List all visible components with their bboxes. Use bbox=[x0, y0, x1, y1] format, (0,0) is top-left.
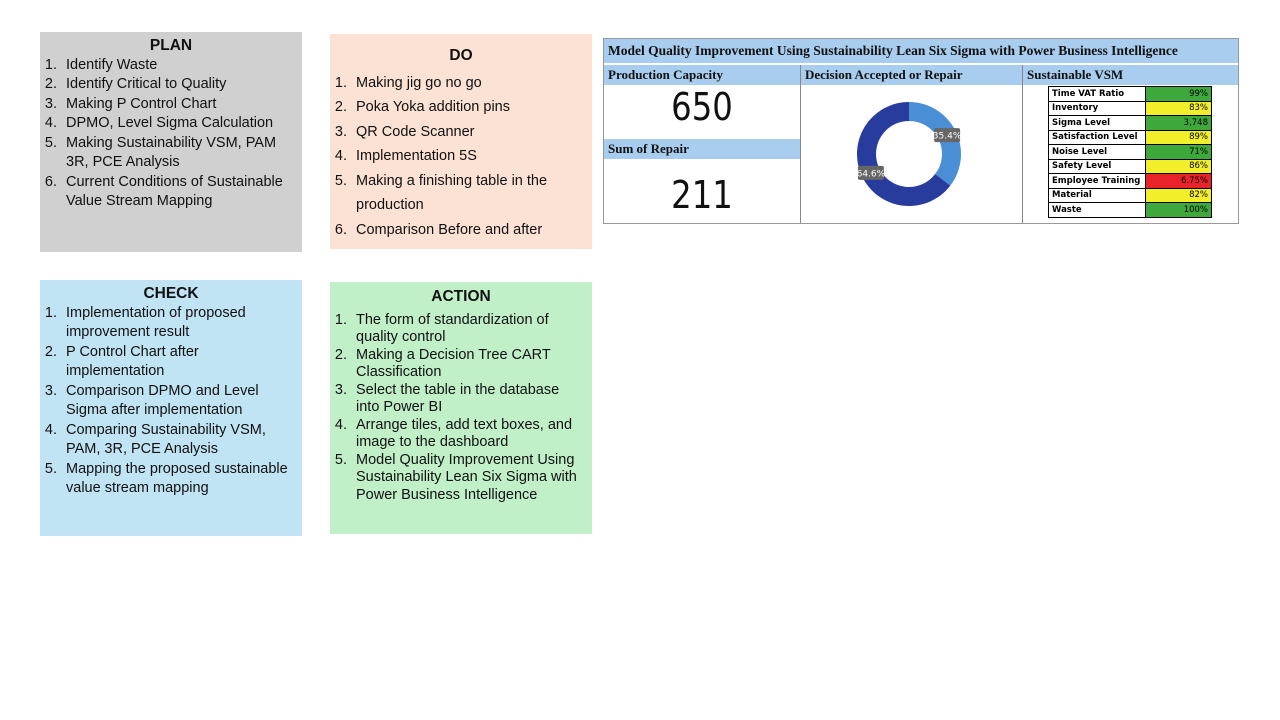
vsm-row bbox=[1049, 145, 1212, 160]
vsm-table bbox=[1048, 86, 1212, 218]
svg-text:64.6%: 64.6% bbox=[856, 169, 886, 180]
vsm-metric-value: 86% bbox=[1146, 159, 1212, 174]
action-item: 3. Select the table in the database into Power BI bbox=[351, 382, 586, 417]
check-item: 3. Comparison DPMO and Level Sigma after implementation bbox=[61, 382, 296, 421]
do-item: 3. QR Code Scanner bbox=[351, 120, 586, 145]
do-box bbox=[330, 34, 592, 249]
do-title: DO bbox=[449, 47, 473, 64]
plan-item: 3. Making P Control Chart bbox=[61, 95, 296, 115]
vsm-metric-value: 71% bbox=[1146, 145, 1212, 160]
production-capacity-label: Production Capacity bbox=[604, 65, 800, 85]
vsm-row bbox=[1049, 101, 1212, 116]
vsm-metric-value: 89% bbox=[1146, 130, 1212, 145]
vsm-row bbox=[1049, 116, 1212, 131]
action-item: 4. Arrange tiles, add text boxes, and image to the dashboard bbox=[351, 417, 586, 452]
dashboard bbox=[603, 38, 1239, 224]
decision-label: Decision Accepted or Repair bbox=[801, 65, 1022, 85]
do-item: 1. Making jig go no go bbox=[351, 71, 586, 96]
vsm-metric-value: 83% bbox=[1146, 101, 1212, 116]
do-item: 6. Comparison Before and after bbox=[351, 218, 586, 243]
plan-item: 5. Making Sustainability VSM, PAM 3R, PCE Analysis bbox=[61, 134, 296, 173]
vsm-metric-name: Time VAT Ratio bbox=[1049, 87, 1146, 102]
vsm-row bbox=[1049, 188, 1212, 203]
vsm-row bbox=[1049, 174, 1212, 189]
vsm-row bbox=[1049, 159, 1212, 174]
plan-box bbox=[40, 32, 302, 252]
check-box bbox=[40, 280, 302, 536]
check-item: 1. Implementation of proposed improvement result bbox=[61, 304, 296, 343]
vsm-metric-value: 3,748 bbox=[1146, 116, 1212, 131]
vsm-metric-value: 100% bbox=[1146, 203, 1212, 218]
vsm-metric-name: Material bbox=[1049, 188, 1146, 203]
do-item: 4. Implementation 5S bbox=[351, 144, 586, 169]
vsm-metric-value: 99% bbox=[1146, 87, 1212, 102]
action-item: 2. Making a Decision Tree CART Classification bbox=[351, 347, 586, 382]
check-item: 4. Comparing Sustainability VSM, PAM, 3R, PCE Analysis bbox=[61, 421, 296, 460]
donut-slice bbox=[909, 102, 961, 186]
action-item: 1. The form of standardization of quality control bbox=[351, 312, 586, 347]
action-title: ACTION bbox=[431, 288, 491, 305]
donut-data-label bbox=[933, 128, 962, 142]
check-item: 2. P Control Chart after implementation bbox=[61, 343, 296, 382]
vsm-metric-value: 6.75% bbox=[1146, 174, 1212, 189]
check-item: 5. Mapping the proposed sustainable value stream mapping bbox=[61, 460, 296, 499]
svg-text:35.4%: 35.4% bbox=[932, 131, 962, 142]
vsm-label: Sustainable VSM bbox=[1023, 65, 1238, 85]
check-title: CHECK bbox=[143, 285, 199, 302]
action-item: 5. Model Quality Improvement Using Sustainability Lean Six Sigma with Power Business Intelligence bbox=[351, 452, 586, 505]
do-item: 5. Making a finishing table in the production bbox=[351, 169, 586, 218]
vsm-metric-name: Noise Level bbox=[1049, 145, 1146, 160]
vsm-row bbox=[1049, 130, 1212, 145]
vsm-metric-name: Safety Level bbox=[1049, 159, 1146, 174]
donut-data-label bbox=[857, 166, 886, 180]
decision-donut-chart bbox=[854, 99, 964, 209]
vsm-metric-value: 82% bbox=[1146, 188, 1212, 203]
sum-of-repair-label: Sum of Repair bbox=[604, 139, 800, 159]
plan-item: 4. DPMO, Level Sigma Calculation bbox=[61, 114, 296, 134]
vsm-metric-name: Employee Training bbox=[1049, 174, 1146, 189]
dashboard-title: Model Quality Improvement Using Sustainability Lean Six Sigma with Power Business Intelligence bbox=[604, 39, 1238, 63]
plan-title: PLAN bbox=[149, 37, 193, 54]
plan-item: 1. Identify Waste bbox=[61, 56, 296, 76]
vsm-row bbox=[1049, 203, 1212, 218]
vsm-metric-name: Satisfaction Level bbox=[1049, 130, 1146, 145]
vsm-row bbox=[1049, 87, 1212, 102]
vsm-metric-name: Sigma Level bbox=[1049, 116, 1146, 131]
vsm-metric-name: Inventory bbox=[1049, 101, 1146, 116]
do-item: 2. Poka Yoka addition pins bbox=[351, 95, 586, 120]
action-box bbox=[330, 282, 592, 534]
production-capacity-value: 650 bbox=[671, 85, 733, 129]
plan-item: 2. Identify Critical to Quality bbox=[61, 75, 296, 95]
sum-of-repair-value: 211 bbox=[671, 173, 733, 217]
plan-item: 6. Current Conditions of Sustainable Value Stream Mapping bbox=[61, 173, 296, 212]
vsm-metric-name: Waste bbox=[1049, 203, 1146, 218]
